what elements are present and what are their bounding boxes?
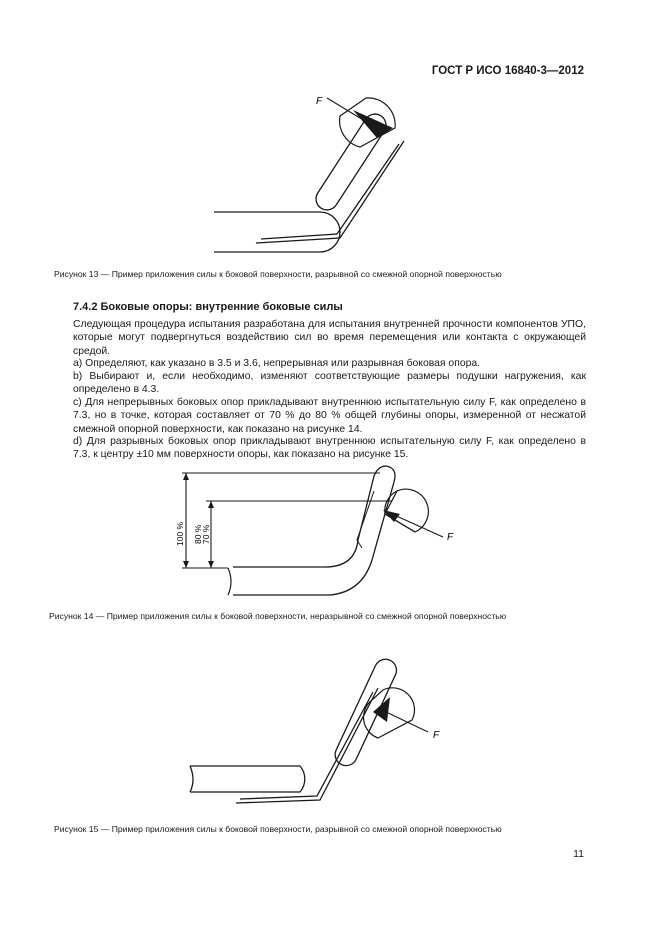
figure-13-diagram bbox=[200, 90, 420, 255]
seat-cushion bbox=[190, 766, 305, 792]
figure-14-caption: Рисунок 14 — Пример приложения силы к боковой поверхности, неразрывной со смежной опорной поверхностью bbox=[49, 611, 507, 621]
figure-14-diagram bbox=[170, 464, 460, 600]
figure-15-diagram bbox=[180, 648, 450, 808]
dim-label-80: 80 % bbox=[193, 524, 203, 544]
support-plate-inner bbox=[261, 144, 399, 239]
page-number: 11 bbox=[573, 848, 584, 860]
item-b: b) Выбирают и, если необходимо, изменяют соответствующие размеры подушки нагружения, как определено в 4.3. bbox=[73, 371, 586, 396]
force-label: F bbox=[316, 96, 323, 107]
support-plate-outer bbox=[256, 141, 404, 243]
dim-label-70: 70 % bbox=[201, 524, 211, 544]
force-label: F bbox=[433, 730, 440, 741]
support-plate-inner bbox=[240, 692, 373, 799]
item-d: d) Для разрывных боковых опор прикладывают внутреннюю испытательную силу F, как определено в 7.3, к центру ±10 мм поверхности опоры, как показано на рисунке 15. bbox=[73, 436, 586, 461]
item-a: a) Определяют, как указано в 3.5 и 3.6, непрерывная или разрывная боковая опора. bbox=[73, 358, 481, 369]
force-line bbox=[384, 711, 428, 732]
intro-paragraph: Следующая процедура испытания разработана для испытания внутренней прочности компонентов УПО, которые могут подвергнуться воздействию сил во время перемещения или контакта с окружающей средой. bbox=[73, 319, 586, 357]
figure-13-caption: Рисунок 13 — Пример приложения силы к боковой поверхности, разрывной со смежной опорной поверхностью bbox=[54, 269, 502, 279]
section-heading: 7.4.2 Боковые опоры: внутренние боковые силы bbox=[73, 301, 343, 313]
document-id-header: ГОСТ Р ИСО 16840-3—2012 bbox=[431, 65, 584, 77]
force-label: F bbox=[447, 532, 454, 543]
continuous-side-support bbox=[233, 466, 395, 595]
force-line bbox=[327, 98, 383, 132]
figure-15-caption: Рисунок 15 — Пример приложения силы к боковой поверхности, разрывной со смежной опорной поверхностью bbox=[54, 824, 502, 834]
item-c: c) Для непрерывных боковых опор прикладывают внутреннюю испытательную силу F, как определено в 7.3, но в точке, которая составляет от 70 % до 80 % общей глубины опоры, измеренной от несжатой смежной опорной поверхности, как показано на рисунке 14. bbox=[73, 397, 586, 435]
seat-cushion bbox=[214, 212, 340, 252]
cushion-break bbox=[228, 568, 231, 595]
dim-label-100: 100 % bbox=[175, 521, 185, 546]
